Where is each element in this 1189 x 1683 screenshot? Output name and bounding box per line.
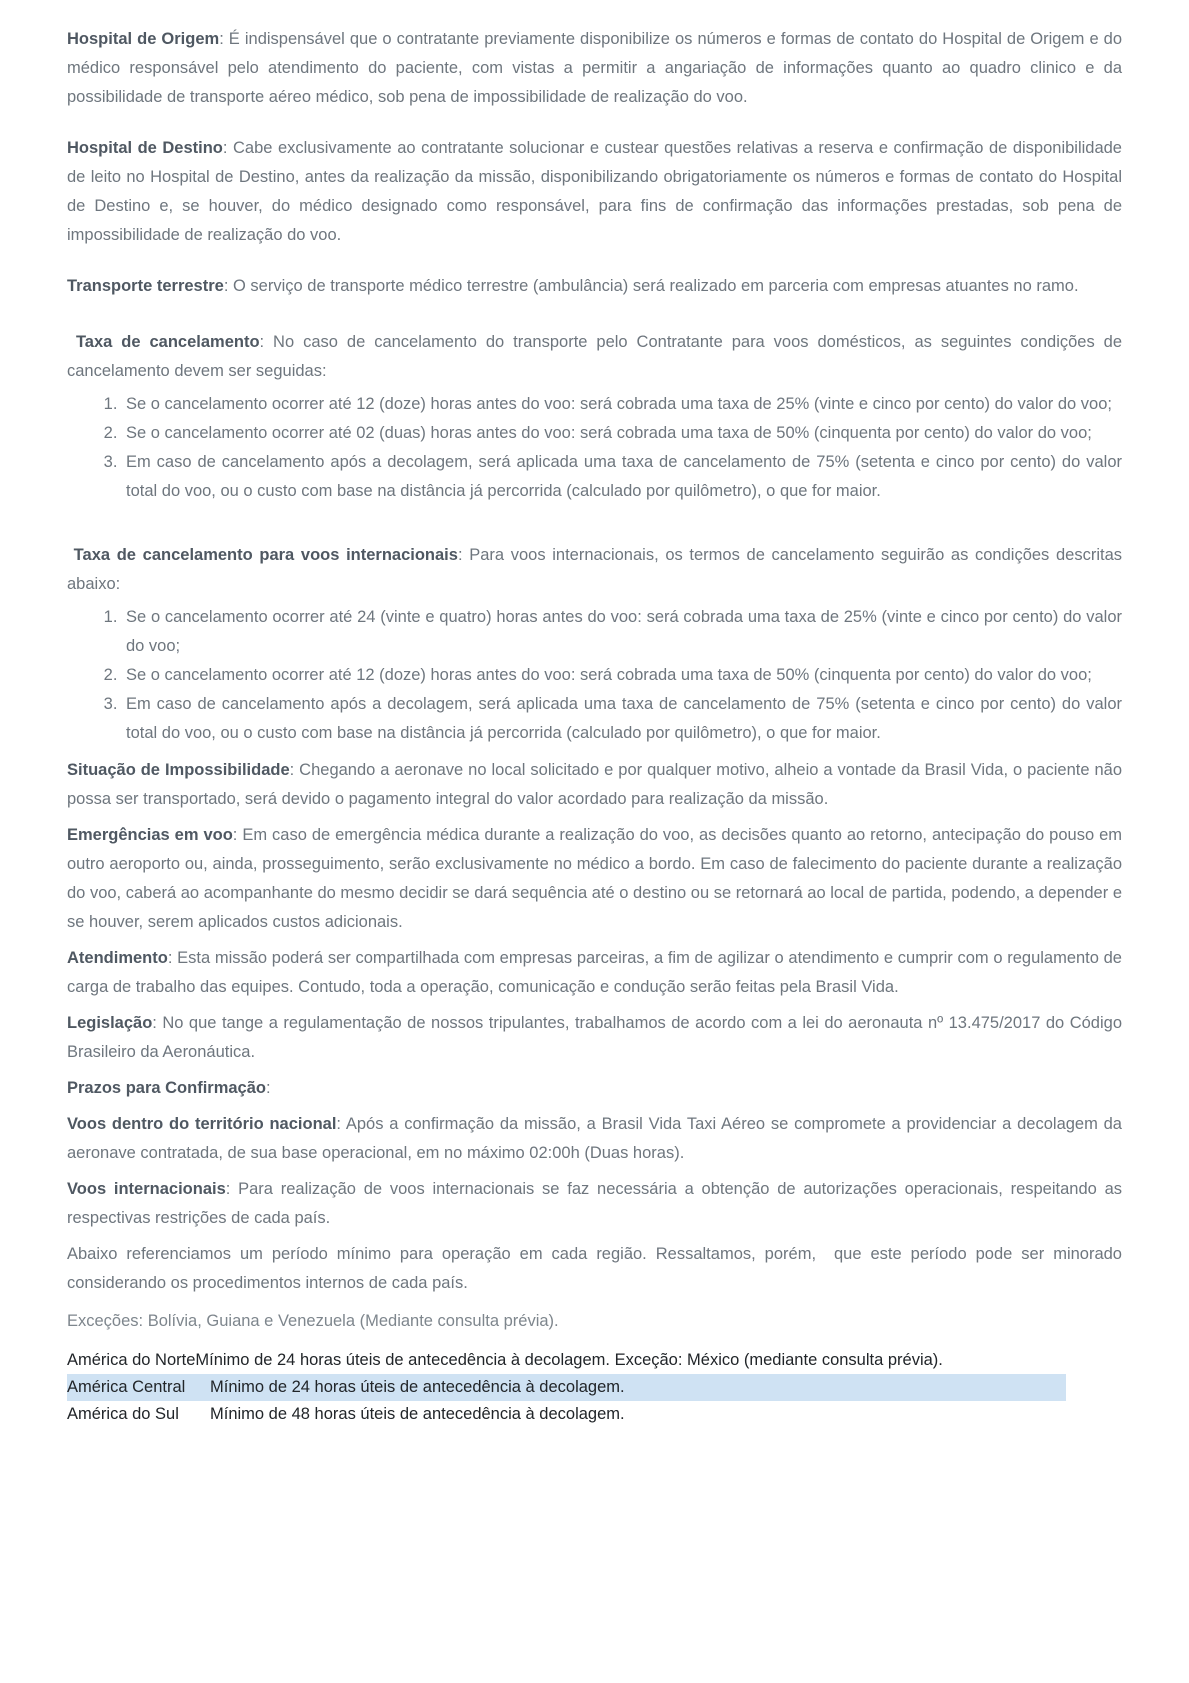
table-row-america-sul (67, 1401, 1066, 1428)
region-name: América do Sul (67, 1405, 179, 1423)
region-detail: Mínimo de 24 horas úteis de antecedência à decolagem. Exceção: México (mediante consulta prévia). (195, 1351, 943, 1369)
paragraph-text: : O serviço de transporte médico terrestre (ambulância) será realizado em parceria com empresas atuantes no ramo. (223, 277, 1079, 295)
paragraph-taxa-cancelamento (67, 328, 1122, 386)
paragraph-hospital-destino (67, 134, 1122, 250)
term-voos-nacionais: Voos dentro do território nacional (67, 1115, 337, 1133)
paragraph-text: : No caso de cancelamento do transporte pelo Contratante para voos domésticos, as seguintes condições de cancelamento devem ser seguidas: (67, 333, 1123, 380)
region-detail: Mínimo de 24 horas úteis de antecedência à decolagem. (210, 1378, 625, 1396)
regions-table (67, 1347, 1122, 1428)
paragraph-atendimento (67, 944, 1122, 1002)
paragraph-text: : (265, 1079, 271, 1097)
paragraph-text: : Para realização de voos internacionais se faz necessária a obtenção de autorizações operacionais, respeitando as respectivas restrições de cada país. (67, 1180, 1123, 1227)
paragraph-hospital-origem (67, 25, 1122, 112)
list-item: 2. Se o cancelamento ocorrer até 02 (duas) horas antes do voo: será cobrada uma taxa de 50% (cinquenta por cento) do valor do voo; (122, 419, 1122, 448)
term-hospital-destino: Hospital de Destino (67, 139, 223, 157)
paragraph-text: Abaixo referenciamos um período mínimo para operação em cada região. Ressaltamos, porém, que este período pode ser minorado considerando os procedimentos internos de cada país. (67, 1245, 1122, 1292)
term-legislacao: Legislação (67, 1014, 153, 1032)
paragraph-text: : Cabe exclusivamente ao contratante solucionar e custear questões relativas a reserva e confirmação de disponibilidade de leito no Hospital de Destino, antes da realização da missão, disponibilizando obrigatoriamente os números e formas de contato do Hospital de Destino e, se houver, do médico designado como responsável, para fins de confirmação das informações prestadas, sob pena de impossibilidade de realização do voo. (67, 139, 1122, 244)
paragraph-voos-internacionais (67, 1175, 1122, 1233)
cancellation-list-domestic (67, 390, 1122, 506)
paragraph-text: : Em caso de emergência médica durante a realização do voo, as decisões quanto ao retorno, antecipação do pouso em outro aeroporto ou, ainda, prosseguimento, serão exclusivamente no médico a bordo. Em caso de falecimento do paciente durante a realização do voo, caberá ao acompanhante do mesmo decidir se dará sequência até o destino ou se retornará ao local de partida, podendo, a depender e se houver, serem aplicados custos adicionais. (67, 826, 1122, 931)
list-item: 3. Em caso de cancelamento após a decolagem, será aplicada uma taxa de cancelamento de 75% (setenta e cinco por cento) do valor total do voo, ou o custo com base na distância já percorrida (calculado por quilômetro), o que for maior. (122, 448, 1122, 506)
paragraph-situacao-impossibilidade (67, 756, 1122, 814)
exceptions-note: Exceções: Bolívia, Guiana e Venezuela (Mediante consulta prévia). (67, 1312, 559, 1330)
term-taxa-cancelamento: Taxa de cancelamento (67, 333, 260, 351)
paragraph-text: : Esta missão poderá ser compartilhada com empresas parceiras, a fim de agilizar o atendimento e cumprir com o regulamento de carga de trabalho das equipes. Contudo, toda a operação, comunicação e condução serão feitas pela Brasil Vida. (67, 949, 1122, 996)
paragraph-text: : Chegando a aeronave no local solicitado e por qualquer motivo, alheio a vontade da Brasil Vida, o paciente não possa ser transportado, será devido o pagamento integral do valor acordado para realização da missão. (67, 761, 1122, 808)
table-row-america-central-highlighted (67, 1374, 1066, 1401)
term-atendimento: Atendimento (67, 949, 168, 967)
term-hospital-origem: Hospital de Origem (67, 30, 220, 48)
region-name: América Central (67, 1378, 186, 1396)
paragraph-legislacao (67, 1009, 1122, 1067)
paragraph-periodo-minimo (67, 1240, 1122, 1298)
term-transporte-terrestre: Transporte terrestre (67, 277, 224, 295)
term-voos-internacionais: Voos internacionais (67, 1180, 226, 1198)
cancellation-list-international (67, 603, 1122, 748)
paragraph-voos-nacionais (67, 1110, 1122, 1168)
paragraph-prazos-confirmacao (67, 1074, 1122, 1103)
list-item: 2. Se o cancelamento ocorrer até 12 (doze) horas antes do voo: será cobrada uma taxa de 50% (cinquenta por cento) do valor do voo; (122, 661, 1122, 690)
region-name: América do Norte (67, 1351, 196, 1369)
region-detail: Mínimo de 48 horas úteis de antecedência à decolagem. (210, 1405, 625, 1423)
term-emergencias-voo: Emergências em voo (67, 826, 233, 844)
list-item: 1. Se o cancelamento ocorrer até 12 (doze) horas antes do voo: será cobrada uma taxa de 25% (vinte e cinco por cento) do valor do voo; (122, 390, 1122, 419)
term-prazos-confirmacao: Prazos para Confirmação (67, 1079, 266, 1097)
paragraph-text: : Após a confirmação da missão, a Brasil Vida Taxi Aéreo se compromete a providenciar a decolagem da aeronave contratada, de sua base operacional, em no máximo 02:00h (Duas horas). (67, 1115, 1122, 1162)
term-situacao-impossibilidade: Situação de Impossibilidade (67, 761, 290, 779)
term-taxa-cancelamento-internacional: Taxa de cancelamento para voos internacionais (67, 546, 458, 564)
paragraph-text: : No que tange a regulamentação de nossos tripulantes, trabalhamos de acordo com a lei do aeronauta nº 13.475/2017 do Código Brasileiro da Aeronáutica. (67, 1014, 1122, 1061)
paragraph-text: : Para voos internacionais, os termos de cancelamento seguirão as condições descritas abaixo: (67, 546, 1123, 593)
paragraph-taxa-cancelamento-internacional (67, 541, 1122, 599)
table-row-america-norte (67, 1347, 1066, 1374)
paragraph-text: : É indispensável que o contratante previamente disponibilize os números e formas de contato do Hospital de Origem e do médico responsável pelo atendimento do paciente, com vistas a permitir a angariação de informações quanto ao quadro clinico e da possibilidade de transporte aéreo médico, sob pena de impossibilidade de realização do voo. (67, 30, 1123, 106)
paragraph-emergencias-voo (67, 821, 1122, 937)
paragraph-transporte-terrestre (67, 272, 1122, 301)
list-item: 3. Em caso de cancelamento após a decolagem, será aplicada uma taxa de cancelamento de 75% (setenta e cinco por cento) do valor total do voo, ou o custo com base na distância já percorrida (calculado por quilômetro), o que for maior. (122, 690, 1122, 748)
list-item: 1. Se o cancelamento ocorrer até 24 (vinte e quatro) horas antes do voo: será cobrada uma taxa de 25% (vinte e cinco por cento) do valor do voo; (122, 603, 1122, 661)
